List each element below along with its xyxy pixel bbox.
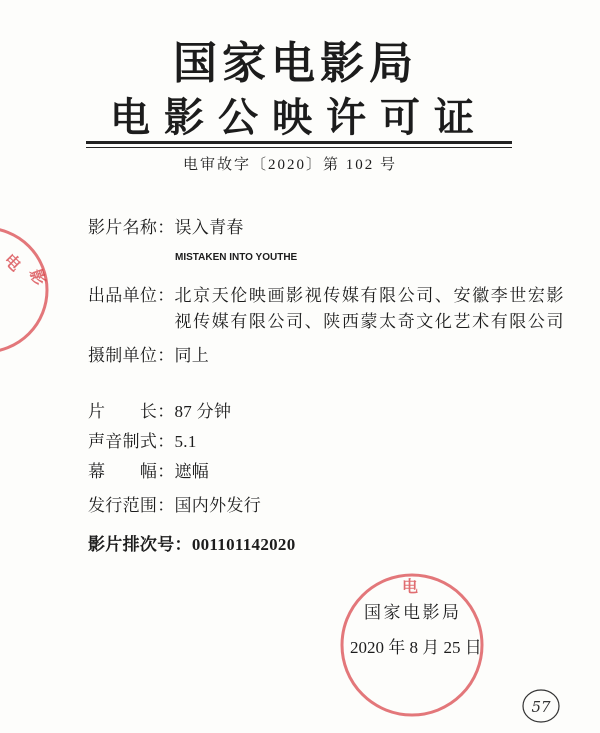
seal-char: 影 — [26, 266, 50, 288]
document-number: 电审故字〔2020〕第 102 号 — [183, 157, 398, 173]
seal-ring — [0, 228, 50, 352]
field-release-scope — [88, 494, 261, 518]
signature-date: 2020 年 8 月 25 日 — [350, 638, 482, 657]
field-value: 001101142020 — [191, 535, 296, 554]
title-divider-thin — [86, 147, 512, 148]
field-producer — [88, 283, 567, 335]
field-label: 幕 幅： — [88, 462, 175, 481]
license-title: 电影公映许可证 — [110, 95, 488, 141]
field-label: 发行范围： — [88, 496, 175, 515]
field-value: 同上 — [174, 346, 210, 365]
field-length — [88, 400, 231, 424]
field-label: 影片排次号： — [88, 535, 192, 554]
english-film-title: MISTAKEN INTO YOUTHE — [175, 252, 298, 263]
field-value: 5.1 — [174, 432, 197, 451]
field-value: 北京天伦映画影视传媒有限公司、安徽李世宏影视传媒有限公司、陕西蒙太奇文化艺术有限公司 — [174, 286, 566, 331]
signature-issuer: 国家电影局 — [364, 603, 462, 622]
title-divider-thick — [86, 141, 512, 144]
field-film-title — [88, 216, 244, 240]
field-label: 声音制式： — [88, 432, 175, 451]
field-label: 影片名称： — [88, 218, 175, 237]
field-value: 误入青春 — [174, 218, 244, 237]
field-value: 遮幅 — [174, 462, 210, 481]
field-label: 摄制单位： — [88, 346, 175, 365]
field-serial-number — [88, 533, 296, 557]
field-value: 国内外发行 — [174, 496, 261, 515]
field-value: 87 分钟 — [174, 402, 232, 421]
field-sound-format — [88, 430, 197, 454]
handwritten-circle — [523, 690, 559, 722]
official-seal-left — [0, 228, 49, 352]
field-production — [88, 344, 209, 368]
seal-char: 电 — [401, 577, 419, 596]
issuing-authority-title: 国家电影局 — [173, 38, 418, 89]
field-label: 片 长： — [88, 402, 175, 421]
handwritten-number: 57 — [531, 698, 551, 716]
field-label: 出品单位： — [88, 286, 175, 305]
field-screen-format — [88, 460, 209, 484]
seal-char: 电 — [0, 249, 26, 275]
handwritten-mark — [523, 690, 559, 722]
